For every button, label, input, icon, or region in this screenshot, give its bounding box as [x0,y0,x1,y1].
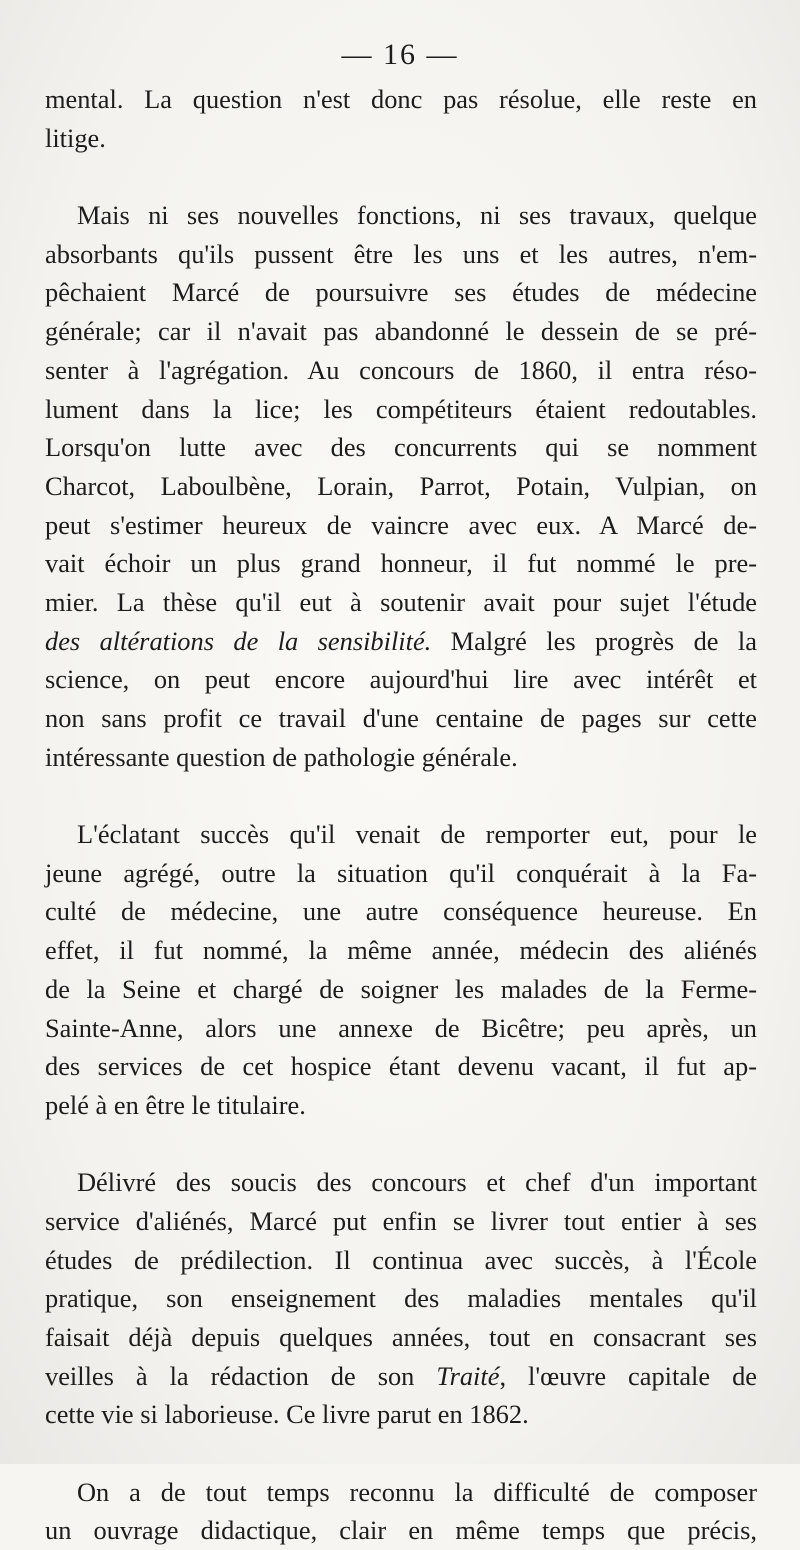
text-line [45,622,757,661]
text-line: culté de médecine, une autre conséquence heureuse. En [45,896,757,927]
text-line: service d'aliénés, Marcé put enfin se livrer tout entier à ses [45,1205,757,1236]
paragraph [45,80,757,157]
text-line: pêchaient Marcé de poursuivre ses études de médecine [45,277,757,308]
text-line: vait échoir un plus grand honneur, il fut nommé le pre- [45,548,757,579]
text-line: mental. La question n'est donc pas résolue, elle reste en [45,84,757,114]
text-line: mier. La thèse qu'il eut à soutenir avait pour sujet l'étude [45,586,757,617]
text-line [45,1357,757,1396]
text-line: lument dans la lice; les compétiteurs étaient redoutables. [45,393,757,424]
text-line: générale; car il n'avait pas abandonné le dessein de se pré- [45,316,757,347]
text-line: pratique, son enseignement des maladies mentales qu'il [45,1283,757,1314]
text-line: intéressante question de pathologie générale. [45,741,518,772]
paragraph [45,196,757,776]
text-line: études de prédilection. Il continua avec succès, à l'École [45,1244,757,1275]
text-line: un ouvrage didactique, clair en même temps que précis, [45,1515,757,1546]
text-line: Sainte-Anne, alors une annexe de Bicêtre; peu après, un [45,1012,757,1043]
text-line: Délivré des soucis des concours et chef d'un important [77,1167,757,1198]
text-line: des services de cet hospice étant devenu vacant, il fut ap- [45,1051,757,1082]
paragraph-gap [45,1125,757,1164]
page-number: — 16 — [341,38,459,71]
body-text [45,80,757,1550]
text-line: Charcot, Laboulbène, Lorain, Parrot, Potain, Vulpian, on [45,470,757,501]
text-line: de la Seine et chargé de soigner les malades de la Ferme- [45,973,757,1004]
paragraph [45,1163,757,1434]
text-line: L'éclatant succès qu'il venait de remporter eut, pour le [77,819,757,850]
text-line: Mais ni ses nouvelles fonctions, ni ses travaux, quelque [77,200,757,231]
text-line: On a de tout temps reconnu la difficulté de composer [77,1476,757,1507]
text-line: faisait déjà depuis quelques années, tout en consacrant ses [45,1322,757,1352]
text-line: absorbants qu'ils pussent être les uns et les autres, n'em- [45,238,757,269]
text-line: pelé à en être le titulaire. [45,1089,306,1120]
italic-text: Traité [436,1360,500,1391]
text-line: cette vie si laborieuse. Ce livre parut en 1862. [45,1399,529,1430]
paragraph-gap [45,776,757,815]
text-segment: veilles à la rédaction de son [45,1360,437,1391]
paragraph-gap [45,157,757,196]
text-line: litige. [45,122,106,153]
text-line: Lorsqu'on lutte avec des concurrents qui se nomment [45,432,757,463]
italic-text: des altérations de la sensibilité. [45,625,432,656]
paragraph-gap [45,1434,757,1473]
paragraph [45,1473,757,1550]
text-line: peut s'estimer heureux de vaincre avec eux. A Marcé de- [45,509,757,540]
text-line: senter à l'agrégation. Au concours de 1860, il entra réso- [45,354,757,385]
text-segment: Malgré les progrès de la [431,625,757,656]
paragraph [45,815,757,1125]
text-line: effet, il fut nommé, la même année, médecin des aliénés [45,935,757,966]
text-line: non sans profit ce travail d'une centaine de pages sur cette [45,703,757,733]
text-segment: , l'œuvre capitale de [499,1360,758,1391]
text-line: jeune agrégé, outre la situation qu'il conquérait à la Fa- [45,857,757,888]
text-line: science, on peut encore aujourd'hui lire avec intérêt et [45,664,757,695]
